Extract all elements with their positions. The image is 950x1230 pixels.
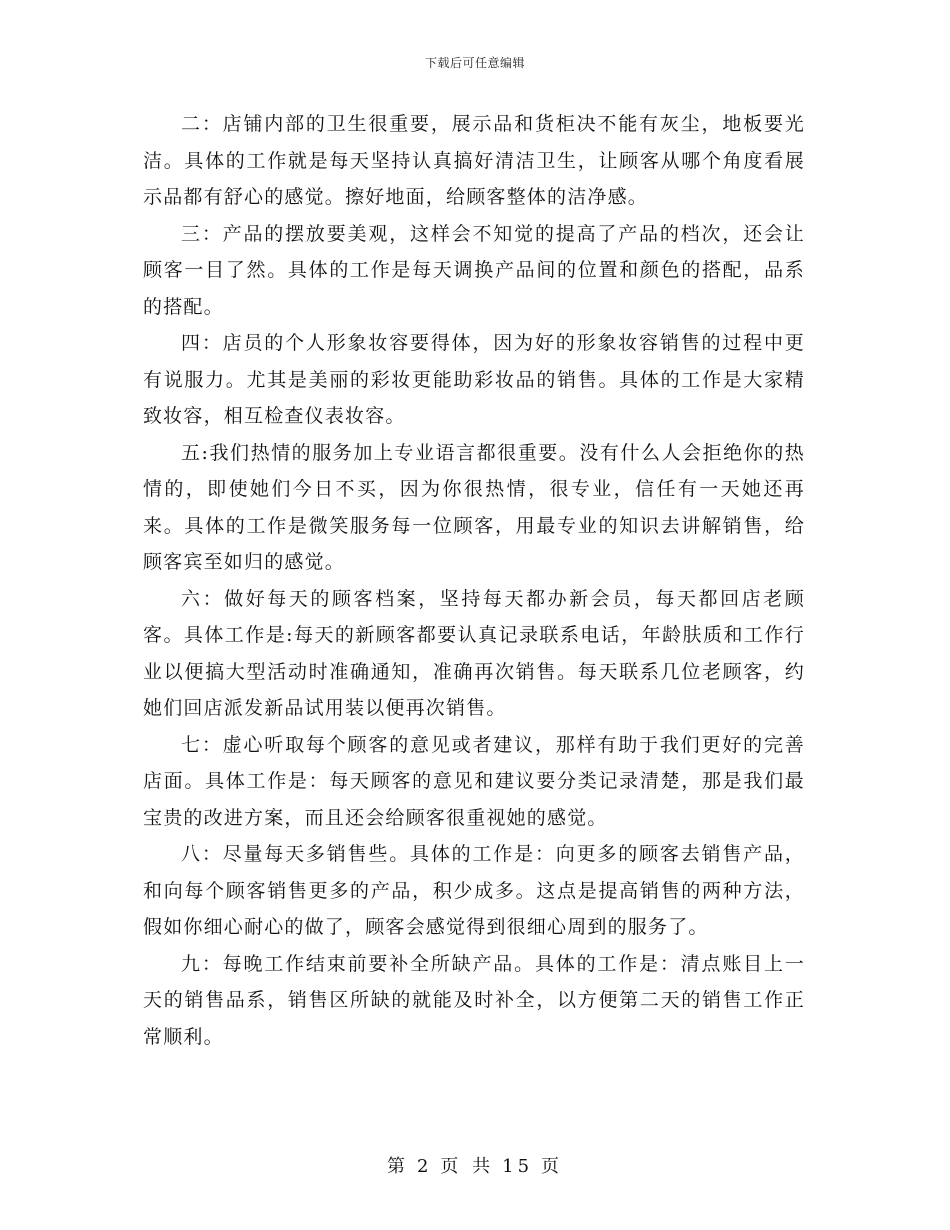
page-header: 下载后可任意编辑 — [424, 56, 525, 70]
current-page-number: 2 — [416, 1156, 433, 1177]
paragraph-3: 三：产品的摆放要美观，这样会不知觉的提高了产品的档次，还会让顾客一目了然。具体的工作是每天调换产品间的位置和颜色的搭配，品系的搭配。 — [143, 222, 805, 318]
paragraph-4: 四：店员的个人形象妆容要得体，因为好的形象妆容销售的过程中更有说服力。尤其是美丽的彩妆更能助彩妆品的销售。具体的工作是大家精致妆容，相互检查仪表妆容。 — [143, 332, 805, 427]
paragraph-8: 八：尽量每天多销售些。具体的工作是：向更多的顾客去销售产品，和向每个顾客销售更多的产品，积少成多。这点是提高销售的两种方法，假如你细心耐心的做了，顾客会感觉得到很细心周到的服务了。 — [143, 843, 805, 938]
footer-middle: 页 共 — [440, 1156, 495, 1177]
paragraph-9: 九：每晚工作结束前要补全所缺产品。具体的工作是：清点账目上一天的销售品系，销售区所缺的就能及时补全，以方便第二天的销售工作正常顺利。 — [143, 952, 805, 1048]
paragraph-2: 二：店铺内部的卫生很重要，展示品和货柜决不能有灰尘，地板要光洁。具体的工作就是每天坚持认真搞好清洁卫生，让顾客从哪个角度看展示品都有舒心的感觉。擦好地面，给顾客整体的洁净感。 — [143, 113, 805, 208]
paragraph-5: 五:我们热情的服务加上专业语言都很重要。没有什么人会拒绝你的热情的，即使她们今日不买，因为你很热情，很专业，信任有一天她还再来。具体的工作是微笑服务每一位顾客，用最专业的知识去讲解销售，给顾客宾至如归的感觉。 — [143, 441, 805, 573]
paragraph-6: 六：做好每天的顾客档案，坚持每天都办新会员，每天都回店老顾客。具体工作是:每天的新顾客都要认真记录联系电话，年龄肤质和工作行业以便搞大型活动时准确通知，准确再次销售。每天联系几位老顾客，约她们回店派发新品试用装以便再次销售。 — [143, 587, 805, 719]
total-pages-number: 15 — [502, 1156, 534, 1177]
document-body — [143, 106, 805, 1055]
paragraph-7: 七：虚心听取每个顾客的意见或者建议，那样有助于我们更好的完善店面。具体工作是：每天顾客的意见和建议要分类记录清楚，那是我们最宝贵的改进方案，而且还会给顾客很重视她的感觉。 — [143, 733, 805, 829]
footer-prefix: 第 — [386, 1156, 409, 1177]
page-footer — [0, 1152, 950, 1178]
footer-suffix: 页 — [541, 1156, 564, 1177]
